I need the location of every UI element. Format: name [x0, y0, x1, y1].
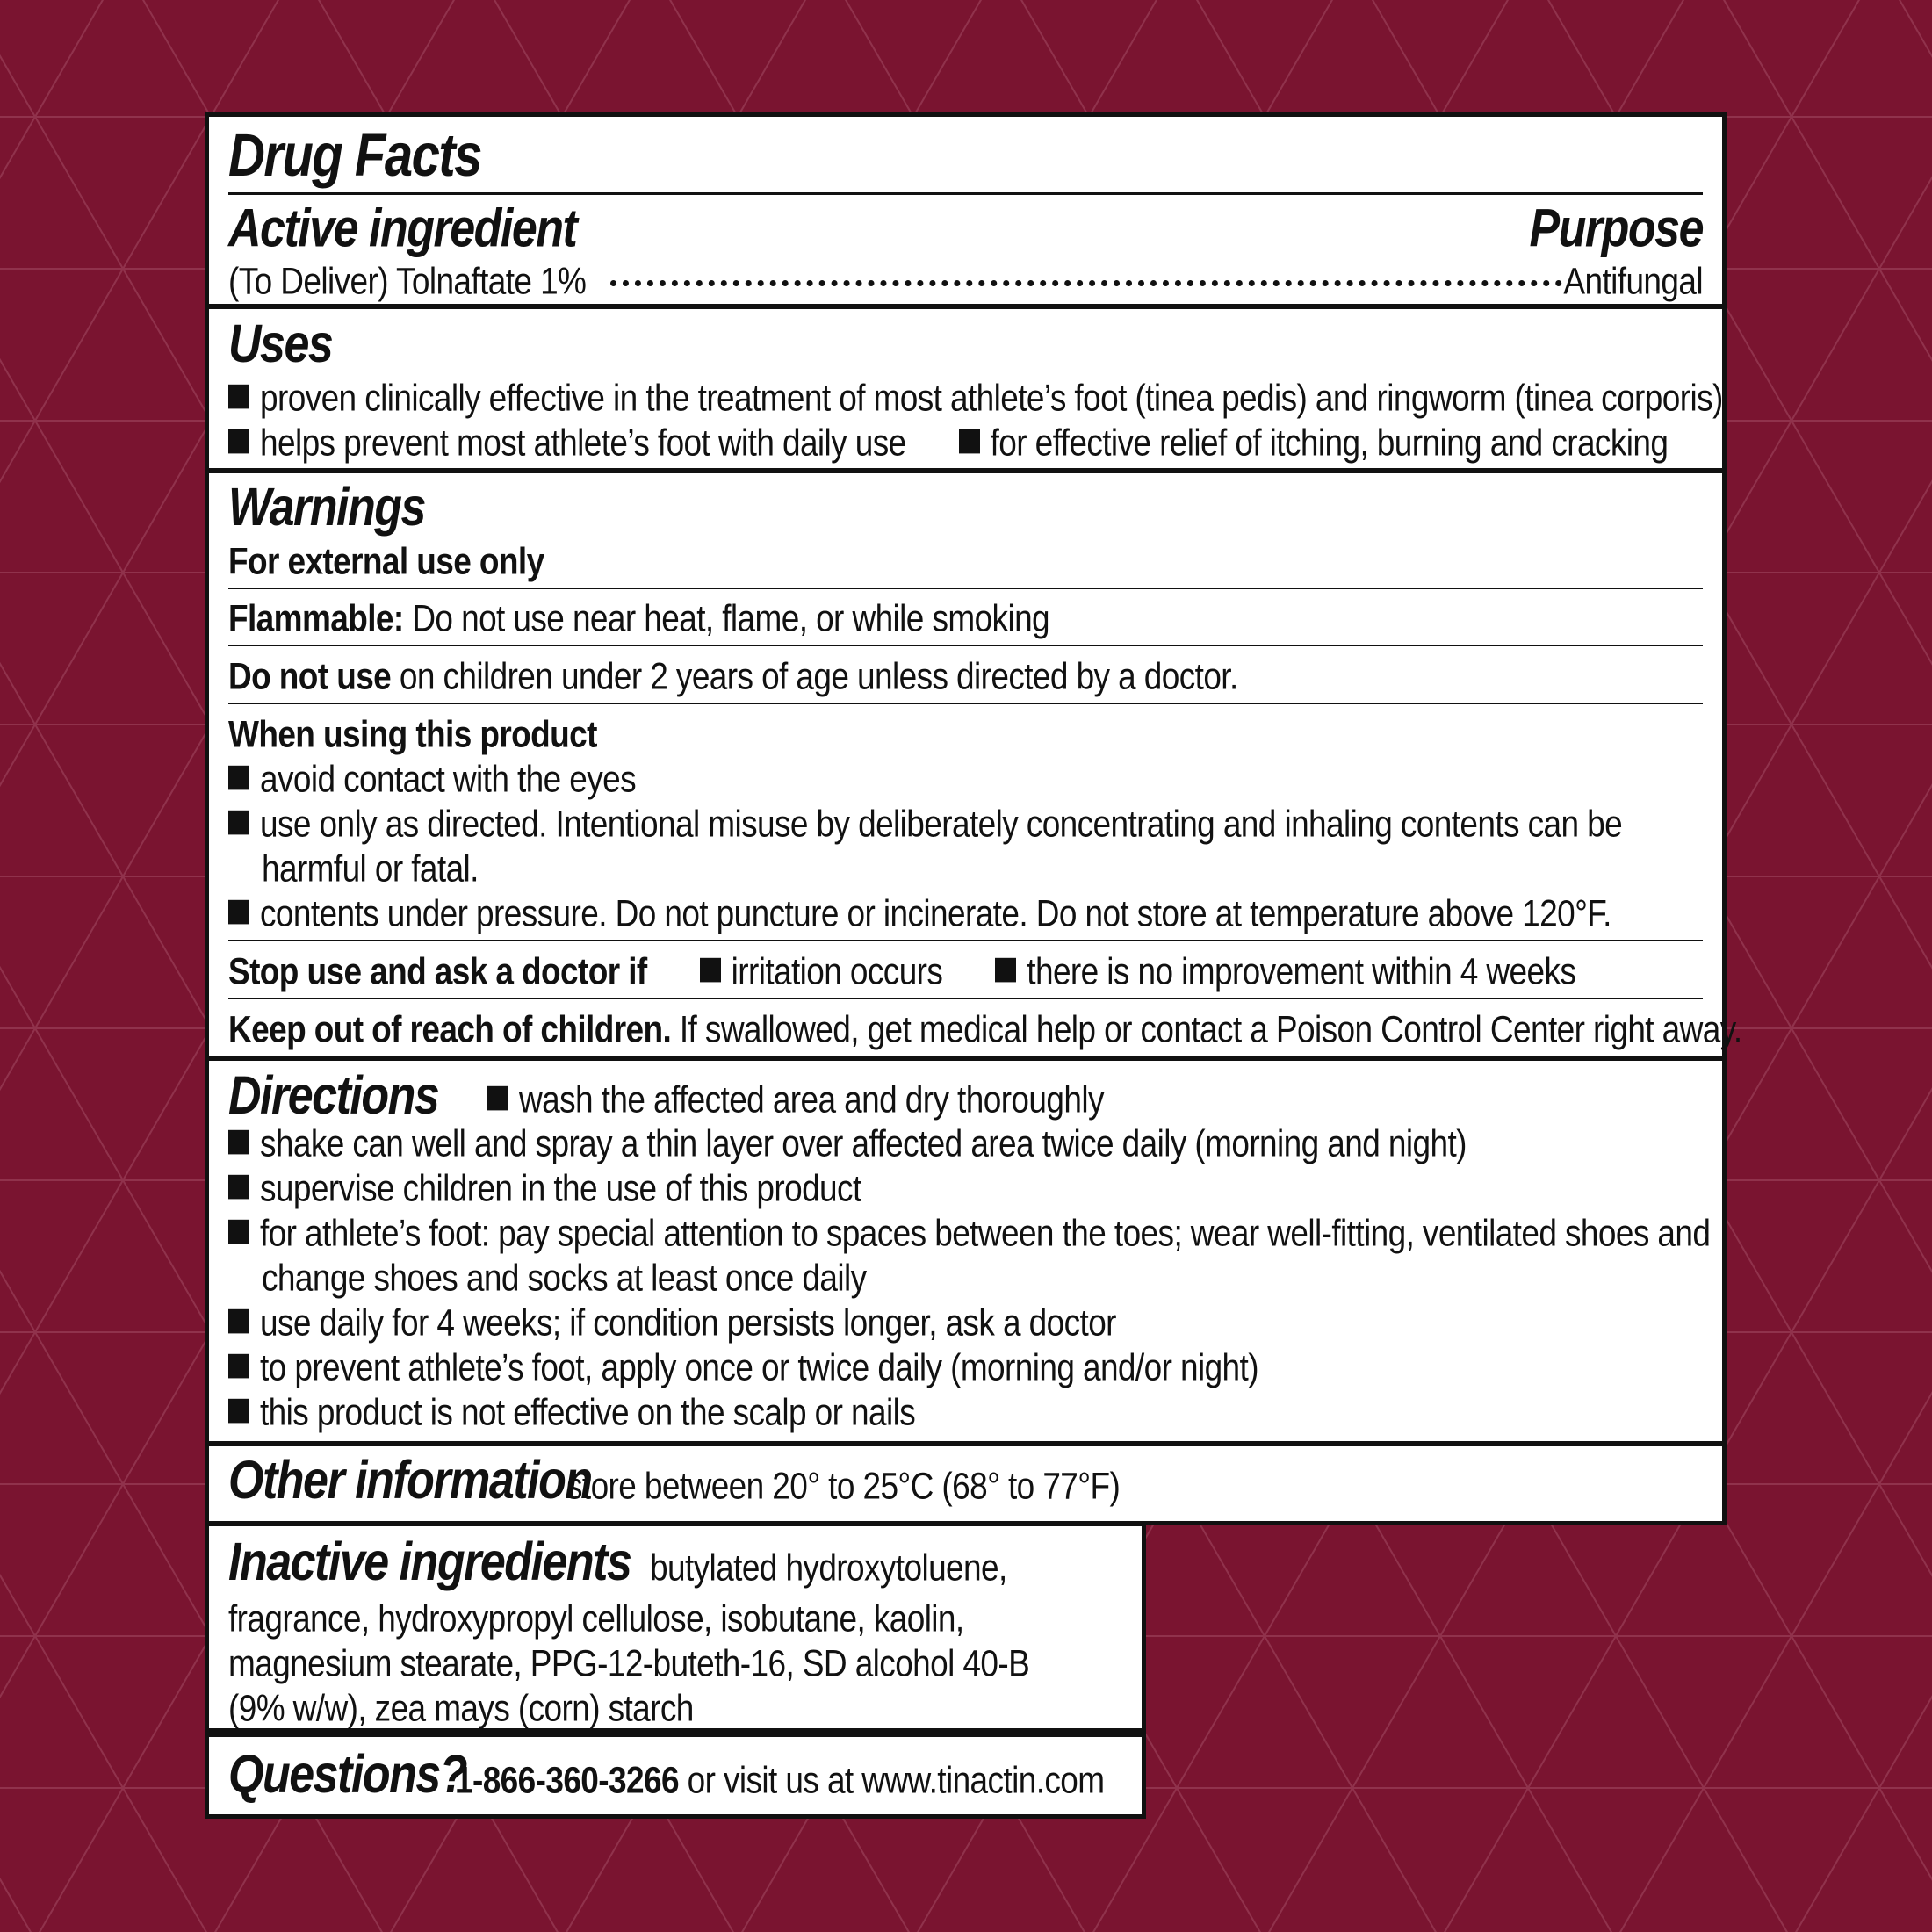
bullet-icon [228, 766, 249, 790]
external-use-note: For external use only [228, 540, 544, 582]
bullet-icon [228, 1130, 249, 1155]
directions-item: wash the affected area and dry thoroughly [487, 1074, 1104, 1126]
questions-panel [205, 1733, 1146, 1819]
directions-item: to prevent athlete’s foot, apply once or twice daily (morning and/or night) [228, 1342, 1703, 1394]
warnings-divider [228, 703, 1703, 704]
active-ingredient-heading: Active ingredient [228, 198, 577, 259]
directions-item-continued: change shoes and socks at least once daily [262, 1257, 867, 1299]
phone-number[interactable]: 1-866-360-3266 [455, 1759, 679, 1801]
uses-item: proven clinically effective in the treatment of most athlete’s foot (tinea pedis) and ringworm (tinea corporis) [228, 372, 1703, 424]
active-ingredient-name: (To Deliver) Tolnaftate 1% [228, 260, 587, 302]
bullet-icon [995, 958, 1016, 983]
when-using-heading: When using this product [228, 713, 597, 755]
do-not-use-warning: Do not use on children under 2 years of age unless directed by a doctor. [228, 655, 1238, 697]
bullet-icon [228, 1175, 249, 1200]
drug-facts-panel [205, 112, 1742, 1525]
bullet-icon [700, 958, 721, 983]
bullet-icon [228, 1354, 249, 1379]
bullet-icon [228, 1399, 249, 1424]
inactive-header-row [228, 1532, 1122, 1593]
bullet-icon [228, 385, 249, 409]
uses-heading: Uses [228, 314, 333, 375]
directions-item: for athlete’s foot: pay special attention to spaces between the toes; wear well-fitting, ventilated shoes and [228, 1208, 1703, 1259]
bullet-icon [959, 429, 980, 454]
active-ingredient-row [228, 256, 1703, 302]
directions-item: this product is not effective on the scalp or nails [228, 1387, 1703, 1438]
when-using-item-continued: harmful or fatal. [262, 847, 479, 890]
purpose-value: Antifungal [1563, 260, 1703, 302]
bullet-icon [228, 1309, 249, 1334]
directions-item: shake can well and spray a thin layer over affected area twice daily (morning and night) [228, 1118, 1703, 1170]
other-information-text: store between 20° to 25°C (68° to 77°F) [566, 1465, 1121, 1507]
leader-dots [610, 280, 1562, 286]
section-divider-active [209, 304, 1722, 309]
when-using-item: contents under pressure. Do not puncture or incinerate. Do not store at temperature above 120°F. [228, 888, 1703, 940]
warnings-divider [228, 588, 1703, 589]
when-using-item: avoid contact with the eyes [228, 753, 1703, 805]
keep-out-of-reach-warning: Keep out of reach of children. If swallowed, get medical help or contact a Poison Control Center right away. [228, 1008, 1742, 1050]
questions-heading: Questions? [228, 1744, 467, 1806]
directions-header-row [228, 1065, 1703, 1127]
inactive-ingredients-line: magnesium stearate, PPG-12-buteth-16, SD alcohol 40-B [228, 1642, 1030, 1684]
website-link[interactable]: or visit us at www.tinactin.com [687, 1759, 1105, 1801]
title-divider [228, 192, 1703, 195]
uses-item: helps prevent most athlete’s foot with daily use for effective relief of itching, burning and cracking [228, 417, 1703, 469]
bullet-icon [228, 429, 249, 454]
inactive-ingredients-panel [205, 1522, 1146, 1733]
bullet-icon [487, 1086, 508, 1111]
inactive-ingredients-line: (9% w/w), zea mays (corn) starch [228, 1687, 694, 1729]
other-information-heading: Other information [228, 1450, 592, 1511]
bullet-icon [228, 1220, 249, 1244]
section-divider-directions [209, 1441, 1722, 1446]
bullet-icon [228, 900, 249, 925]
purpose-heading: Purpose [1529, 198, 1703, 259]
section-divider-warnings [209, 1056, 1722, 1061]
stop-use-warning: Stop use and ask a doctor if irritation occurs there is no improvement within 4 weeks [228, 950, 1576, 992]
inactive-ingredients-heading: Inactive ingredients [228, 1532, 631, 1593]
directions-item: supervise children in the use of this product [228, 1163, 1703, 1215]
section-divider-uses [209, 468, 1722, 473]
warnings-divider [228, 940, 1703, 941]
questions-row [228, 1744, 1122, 1806]
warnings-divider [228, 645, 1703, 646]
when-using-item: use only as directed. Intentional misuse by deliberately concentrating and inhaling contents can be [228, 798, 1703, 850]
directions-item: use daily for 4 weeks; if condition persists longer, ask a doctor [228, 1297, 1703, 1349]
warnings-heading: Warnings [228, 477, 425, 538]
other-information-row [228, 1450, 1703, 1511]
inactive-ingredients-line: butylated hydroxytoluene, [650, 1546, 1007, 1589]
flammable-warning: Flammable: Do not use near heat, flame, or while smoking [228, 597, 1050, 639]
warnings-divider [228, 998, 1703, 999]
directions-heading: Directions [228, 1065, 439, 1127]
drug-facts-title: Drug Facts [228, 121, 481, 190]
questions-contact [455, 1755, 1105, 1806]
bullet-icon [228, 811, 249, 835]
inactive-ingredients-line: fragrance, hydroxypropyl cellulose, isobutane, kaolin, [228, 1597, 964, 1640]
